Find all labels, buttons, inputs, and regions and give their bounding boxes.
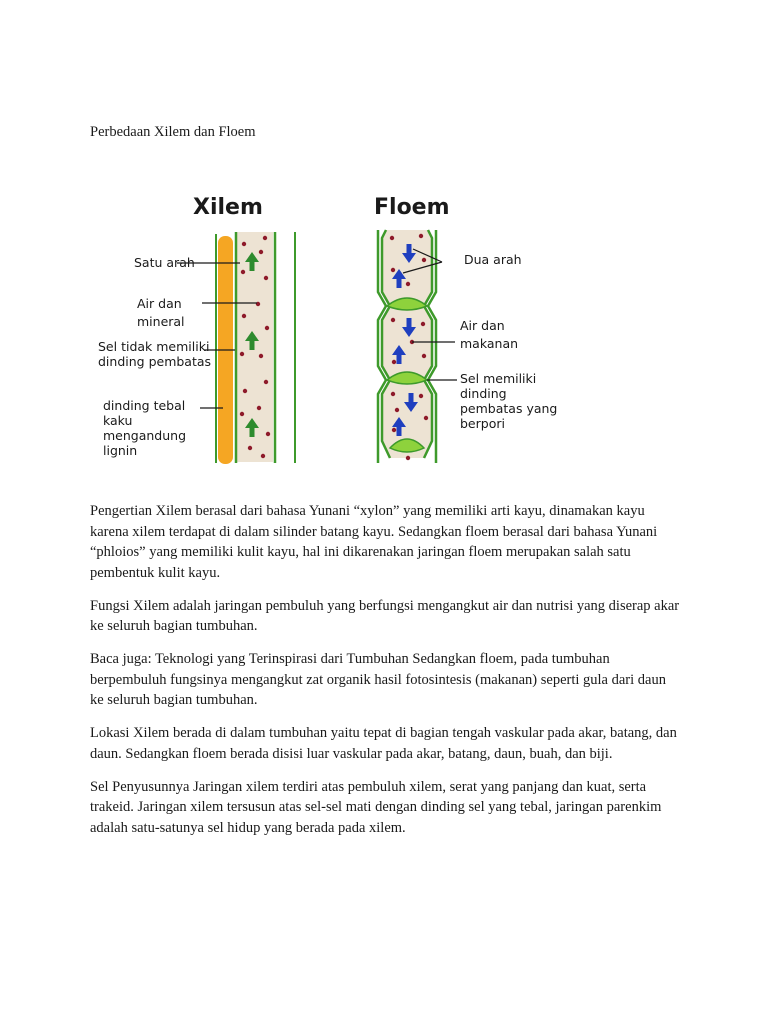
body-text xyxy=(90,501,680,851)
dot xyxy=(392,360,396,364)
dot xyxy=(421,322,425,326)
dot xyxy=(419,234,423,238)
dot xyxy=(257,406,261,410)
paragraph-fungsi: Fungsi Xilem adalah jaringan pembuluh yang berfungsi mengangkut air dan nutrisi yang diserap akar ke seluruh bagian tumbuhan. xyxy=(90,597,680,634)
dot xyxy=(422,258,426,262)
dot xyxy=(248,446,252,450)
page-title: Perbedaan Xilem dan Floem xyxy=(90,124,256,140)
dot xyxy=(264,276,268,280)
paragraph-baca-juga: Baca juga: Teknologi yang Terinspirasi dari Tumbuhan Sedangkan floem, pada tumbuhan berpembuluh fungsinya mengangkut zat organik hasil fotosintesis (makanan) seperti gula dari daun ke seluruh bagian tumbuhan. xyxy=(90,651,666,708)
dot xyxy=(391,318,395,322)
dot xyxy=(266,432,270,436)
dot xyxy=(406,282,410,286)
dot xyxy=(259,354,263,358)
dot xyxy=(406,456,410,460)
dot xyxy=(419,394,423,398)
floem-heading: Floem xyxy=(374,195,450,220)
xylem-phloem-diagram xyxy=(90,186,570,476)
xilem-vessel xyxy=(216,232,295,464)
paragraph-sel-penyusun: Sel Penyusunnya Jaringan xilem terdiri atas pembuluh xilem, serat yang panjang dan kuat, serta trakeid. Jaringan xilem tersusun atas sel-sel mati dengan dinding sel yang tebal, jaringan parenkim adalah satu-satunya sel hidup yang berada pada xilem. xyxy=(90,778,662,836)
label-air-dan-makanan: Air dan makanan xyxy=(460,318,519,351)
dot xyxy=(392,428,396,432)
dot xyxy=(391,392,395,396)
dot xyxy=(424,416,428,420)
label-sel-memiliki: Sel memiliki dinding pembatas yang berpori xyxy=(460,371,558,431)
dot xyxy=(261,454,265,458)
dot xyxy=(241,270,245,274)
dot xyxy=(391,268,395,272)
paragraph-lokasi: Lokasi Xilem berada di dalam tumbuhan yaitu tepat di bagian tengah vaskular pada akar, batang, dan daun. Sedangkan floem berada disisi luar vaskular pada akar, batang, daun, buah, dan biji. xyxy=(90,725,677,762)
xilem-labels xyxy=(98,255,213,458)
dot xyxy=(395,408,399,412)
dot xyxy=(240,352,244,356)
dot xyxy=(259,250,263,254)
paragraph-pengertian: Pengertian Xilem berasal dari bahasa Yunani “xylon” yang memiliki arti kayu, dinamakan kayu karena xilem terdapat di dalam silinder batang kayu. Sedangkan floem berasal dari bahasa Yunani “phloios” yang memiliki kulit kayu, hal ini dikarenakan jaringan floem merupakan salah satu pembentuk kulit kayu. xyxy=(90,503,658,581)
label-dinding-tebal: dinding tebal kaku mengandung lignin xyxy=(103,398,187,458)
dot xyxy=(242,242,246,246)
dot xyxy=(240,412,244,416)
label-dua-arah: Dua arah xyxy=(464,252,522,267)
label-sel-tidak-memiliki: Sel tidak memiliki dinding pembatas xyxy=(98,339,212,369)
xilem-heading: Xilem xyxy=(193,195,263,220)
dot xyxy=(263,236,267,240)
floem-tube xyxy=(378,230,436,463)
floem-labels xyxy=(460,252,561,431)
dot xyxy=(264,380,268,384)
label-satu-arah: Satu arah xyxy=(134,255,195,270)
dot xyxy=(265,326,269,330)
dot xyxy=(422,354,426,358)
dot xyxy=(243,389,247,393)
dot xyxy=(242,314,246,318)
floem-cell-fill xyxy=(382,230,432,458)
label-air-dan-mineral: Air dan mineral xyxy=(137,296,185,329)
dot xyxy=(390,236,394,240)
